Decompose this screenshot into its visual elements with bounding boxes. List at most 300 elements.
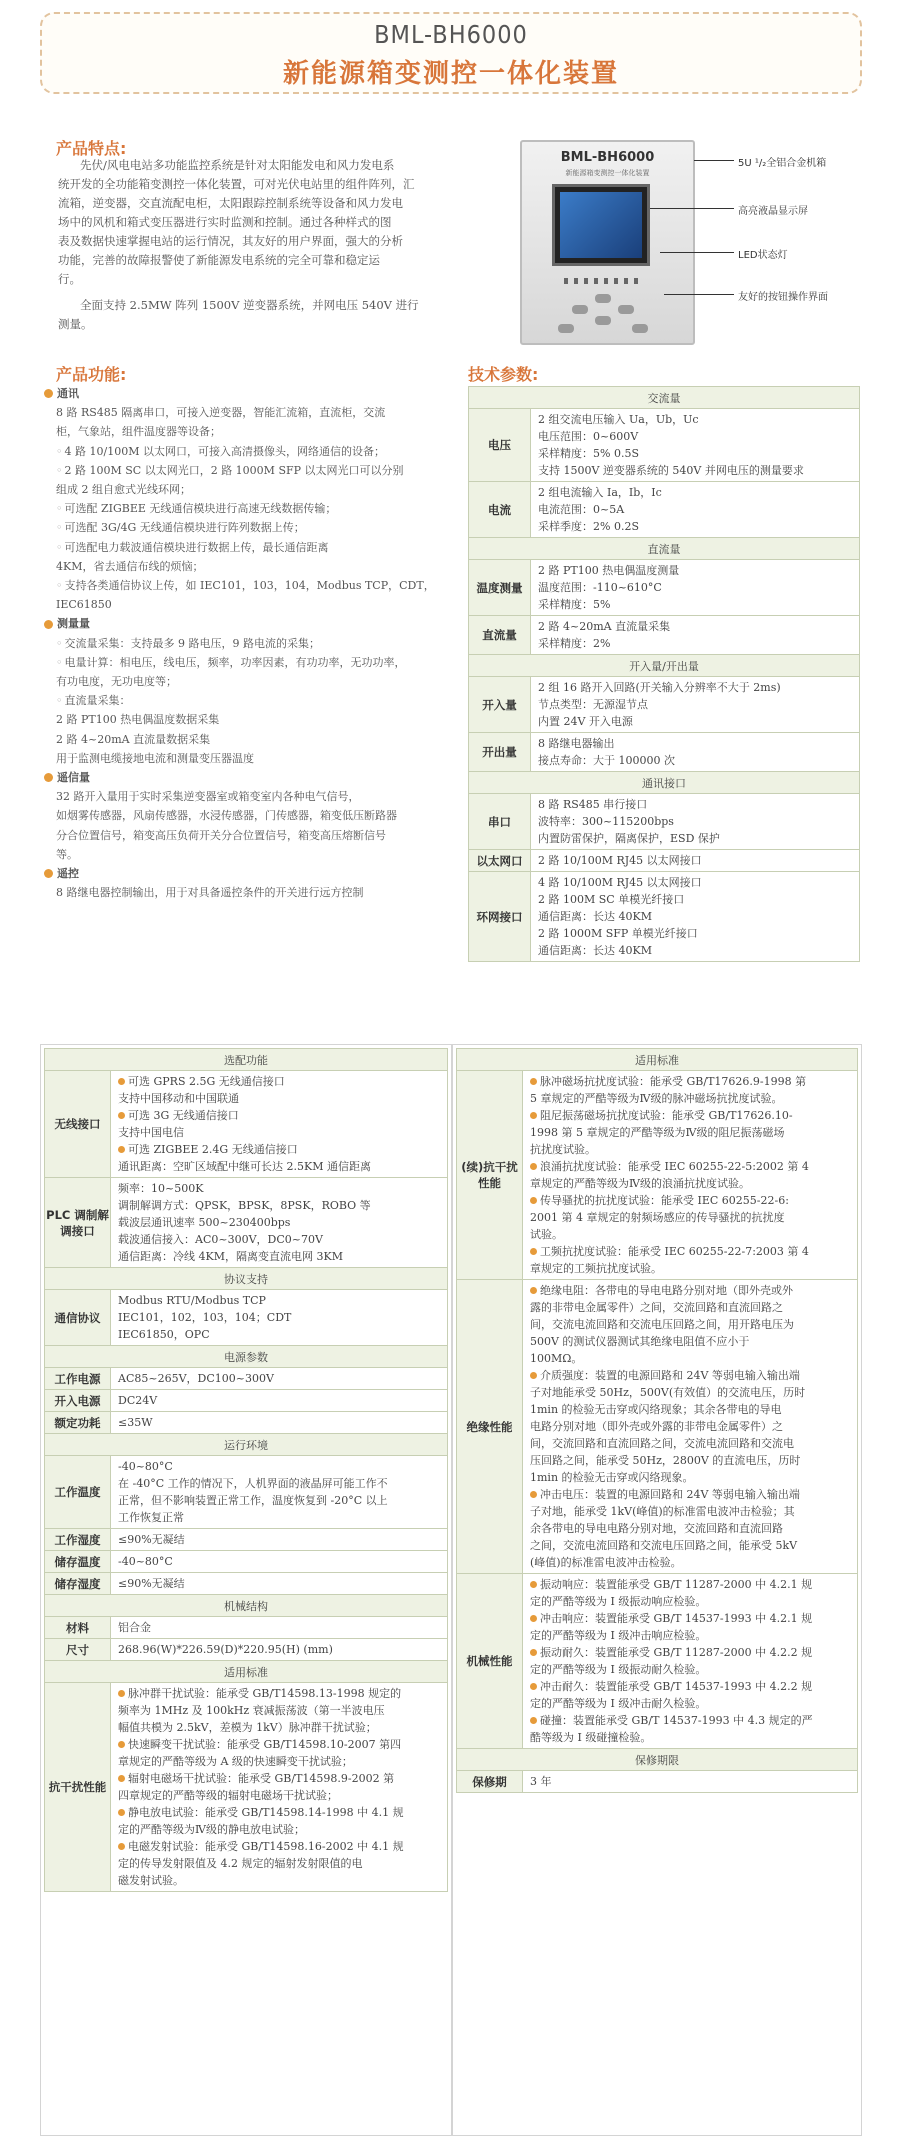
feature-line: 场中的风机和箱式变压器进行实时监测和控制。通过各种样式的图 <box>58 215 392 229</box>
table-row-value <box>531 616 860 655</box>
function-item-text: 直流量采集： <box>64 694 131 708</box>
function-item-text: 8 路继电器控制输出，用于对具备遥控条件的开关进行远方控制 <box>56 886 364 900</box>
table-row-label: 工作温度 <box>45 1456 111 1529</box>
value-line: 振动耐久：装置能承受 GB/T 11287-2000 中 4.2.2 规 <box>530 1644 850 1661</box>
function-category-label: 测量量 <box>57 617 90 631</box>
value-line: 章规定的工频抗扰度试验。 <box>530 1262 662 1275</box>
value-line: 子对地，能承受 1kV(峰值)的标准雷电波冲击检验；其 <box>530 1505 795 1518</box>
value-line: 章规定的严酷等级为Ⅳ级的浪涌抗扰度试验。 <box>530 1177 750 1190</box>
table-row-label: 通信协议 <box>45 1290 111 1346</box>
value-line: 通信距离：冷线 4KM，隔离变直流电网 3KM <box>118 1250 343 1263</box>
table-row-value <box>111 1290 448 1346</box>
function-item-text: 2 路 100M SC 以太网光口，2 路 1000M SFP 以太网光口可以分别 <box>64 463 404 477</box>
function-item <box>44 787 468 806</box>
value-line: 可选 ZIGBEE 2.4G 无线通信接口 <box>118 1141 440 1158</box>
table-section-header-row <box>457 1049 858 1071</box>
value-line: 支持中国移动和中国联通 <box>118 1092 239 1105</box>
function-item-text: IEC61850 <box>56 598 112 612</box>
bullet-icon: ◦ <box>56 463 63 477</box>
bullet-dot-icon <box>44 389 53 398</box>
function-item <box>44 442 468 461</box>
bullet-icon: ◦ <box>56 694 63 708</box>
table-row-label: 绝缘性能 <box>457 1280 523 1574</box>
value-line: 温度范围：-110~610°C <box>538 581 662 594</box>
value-line: 电流范围：0~5A <box>538 503 625 516</box>
bullet-icon: ◦ <box>56 579 63 593</box>
table-row <box>469 872 860 962</box>
table-section-header-row <box>45 1434 448 1456</box>
table-section-header-row <box>457 1749 858 1771</box>
table-row-value <box>111 1368 448 1390</box>
value-line: 2 路 100M SC 单模光纤接口 <box>538 893 685 906</box>
value-line: 绝缘电阻：各带电的导电电路分别对地（即外壳或外 <box>530 1282 850 1299</box>
value-line: 浪涌抗扰度试验：能承受 IEC 60255-22-5:2002 第 4 <box>530 1158 850 1175</box>
table-row-value <box>111 1573 448 1595</box>
table-section-header: 保修期限 <box>457 1749 858 1771</box>
function-item <box>44 403 468 422</box>
table-section-header-row <box>469 538 860 560</box>
table-section-header: 适用标准 <box>45 1661 448 1683</box>
value-line: 定的严酷等级为 I 级振动响应检验。 <box>530 1595 707 1608</box>
callout-chassis: 5U ¹/₂全铝合金机箱 <box>738 158 827 169</box>
table-section-header: 适用标准 <box>457 1049 858 1071</box>
value-line: 1998 第 5 章规定的严酷等级为Ⅳ级的阻尼振荡磁场 <box>530 1126 785 1139</box>
value-line: 频率：10~500K <box>118 1182 204 1195</box>
value-line: 波特率：300~115200bps <box>538 815 674 828</box>
value-line: 采样精度：5% 0.5S <box>538 447 639 460</box>
table-section-header: 机械结构 <box>45 1595 448 1617</box>
value-line: ≤90%无凝结 <box>118 1533 185 1546</box>
value-line: 接点寿命：大于 100000 次 <box>538 754 675 767</box>
table-row-label: 温度测量 <box>469 560 531 616</box>
table-row-label: 串口 <box>469 794 531 850</box>
bullet-icon: ◦ <box>56 655 63 669</box>
value-line: 快速瞬变干扰试验：能承受 GB/T14598.10-2007 第四 <box>118 1736 440 1753</box>
function-category-label: 遥信量 <box>57 771 90 785</box>
value-line: 100MΩ。 <box>530 1352 583 1365</box>
value-line: 支持中国电信 <box>118 1126 184 1139</box>
table-row <box>45 1412 448 1434</box>
table-section-header: 直流量 <box>469 538 860 560</box>
function-item <box>44 806 468 825</box>
function-item-text: 可选配 ZIGBEE 无线通信模块进行高速无线数据传输； <box>64 502 337 516</box>
value-line: 压回路之间，能承受 50Hz，2800V 的直流电压，历时 <box>530 1454 801 1467</box>
table-section-header: 开入量/开出量 <box>469 655 860 677</box>
value-line: 频率为 1MHz 及 100kHz 衰减振荡波（第一半波电压 <box>118 1704 385 1717</box>
table-section-header-row <box>469 387 860 409</box>
value-line: 静电放电试验：能承受 GB/T14598.14-1998 中 4.1 规 <box>118 1804 440 1821</box>
function-item <box>44 538 468 557</box>
table-row-value <box>111 1683 448 1892</box>
value-line: 电路分别对地（即外壳或外露的非带电金属零件）之 <box>530 1420 783 1433</box>
value-line: 2001 第 4 章规定的射频场感应的传导骚扰的抗扰度 <box>530 1211 785 1224</box>
function-item <box>44 883 468 902</box>
value-line: 定的严酷等级为Ⅳ级的静电放电试验； <box>118 1823 305 1836</box>
bullet-icon: ◦ <box>56 444 63 458</box>
feature-line: 全面支持 2.5MW 阵列 1500V 逆变器系统，并网电压 540V 进行 <box>80 298 419 312</box>
function-item-text: 柜，气象站，组件温度器等设备； <box>56 425 221 439</box>
table-row-label: 材料 <box>45 1617 111 1639</box>
value-line: 间，交流电流回路和交流电压回路之间，用开路电压为 <box>530 1318 794 1331</box>
table-row <box>45 1529 448 1551</box>
function-category-label: 通讯 <box>57 387 79 400</box>
value-line: 2 路 10/100M RJ45 以太网接口 <box>538 854 702 867</box>
table-section-header-row <box>45 1346 448 1368</box>
feature-line: 流箱，逆变器，交直流配电柜，太阳跟踪控制系统等设备和风力发电 <box>58 196 403 210</box>
value-line: 冲击响应：装置能承受 GB/T 14537-1993 中 4.2.1 规 <box>530 1610 850 1627</box>
function-item-text: 可选配 3G/4G 无线通信模块进行阵列数据上传； <box>64 521 305 535</box>
function-item <box>44 461 468 480</box>
function-item <box>44 672 468 691</box>
value-line: 酷等级为 I 级碰撞检验。 <box>530 1731 652 1744</box>
table-row <box>457 1071 858 1280</box>
value-line: 内置防雷保护，隔离保护，ESD 保护 <box>538 832 720 845</box>
value-line: 定的传导发射限值及 4.2 规定的辐射发射限值的电 <box>118 1857 363 1870</box>
value-line: 2 组交流电压输入 Ua，Ub，Uc <box>538 413 699 426</box>
value-line: 脉冲群干扰试验：能承受 GB/T14598.13-1998 规定的 <box>118 1685 440 1702</box>
value-line: 幅值共模为 2.5kV，差模为 1kV）脉冲群干扰试验； <box>118 1721 377 1734</box>
table-row <box>45 1456 448 1529</box>
table-section-header: 电源参数 <box>45 1346 448 1368</box>
value-line: 通讯距离：空旷区域配中继可长达 2.5KM 通信距离 <box>118 1160 371 1173</box>
functions-title: 产品功能: <box>56 365 127 384</box>
value-line: 碰撞：装置能承受 GB/T 14537-1993 中 4.3 规定的严 <box>530 1712 850 1729</box>
feature-line: 功能，完善的故障报警使了新能源发电系统的完全可靠和稳定运 <box>58 253 380 267</box>
function-item <box>44 499 468 518</box>
table-row-label: 额定功耗 <box>45 1412 111 1434</box>
value-line: 在 -40°C 工作的情况下，人机界面的液晶屏可能工作不 <box>118 1477 388 1490</box>
bullet-icon: ◦ <box>56 521 63 535</box>
function-category <box>44 864 468 883</box>
table-row-value <box>523 1071 858 1280</box>
table-row <box>469 677 860 733</box>
value-line: 间，交流回路和直流回路之间，交流电流回路和交流电 <box>530 1437 794 1450</box>
table-row-value <box>111 1178 448 1268</box>
function-item <box>44 730 468 749</box>
value-line: 8 路继电器输出 <box>538 737 615 750</box>
value-line: 采样季度：2% 0.2S <box>538 520 639 533</box>
value-line: 磁发射试验。 <box>118 1874 184 1887</box>
value-line: 可选 GPRS 2.5G 无线通信接口 <box>118 1073 440 1090</box>
table-row-value <box>523 1574 858 1749</box>
function-item <box>44 595 468 614</box>
spec-table-left <box>44 1048 448 1892</box>
table-section-header: 通讯接口 <box>469 772 860 794</box>
value-line: 四章规定的严酷等级的辐射电磁场干扰试验； <box>118 1789 338 1802</box>
table-row-label: 工作电源 <box>45 1368 111 1390</box>
table-row <box>469 409 860 482</box>
value-line: 章规定的严酷等级为 A 级的快速瞬变干扰试验； <box>118 1755 353 1768</box>
function-category <box>44 384 468 403</box>
value-line: 子对地能承受 50Hz，500V(有效值）的交流电压，历时 <box>530 1386 806 1399</box>
function-item <box>44 653 468 672</box>
table-row-label: (续)抗干扰性能 <box>457 1071 523 1280</box>
led-indicators <box>564 278 644 284</box>
table-row-label: 储存湿度 <box>45 1573 111 1595</box>
table-row-label: 电压 <box>469 409 531 482</box>
function-item <box>44 576 468 595</box>
value-line: 电磁发射试验：能承受 GB/T14598.16-2002 中 4.1 规 <box>118 1838 440 1855</box>
function-item-text: 2 路 PT100 热电偶温度数据采集 <box>56 713 220 727</box>
value-line: ≤35W <box>118 1416 153 1429</box>
function-item-text: 用于监测电缆接地电流和测量变压器温度 <box>56 751 254 765</box>
value-line: 脉冲磁场抗扰度试验：能承受 GB/T17626.9-1998 第 <box>530 1073 850 1090</box>
table-section-header: 交流量 <box>469 387 860 409</box>
value-line: 1min 的检验无击穿或闪络现象；其余各带电的导电 <box>530 1403 782 1416</box>
table-row-value <box>523 1280 858 1574</box>
value-line: 内置 24V 开入电源 <box>538 715 633 728</box>
header-banner <box>40 12 862 94</box>
table-row-value <box>531 560 860 616</box>
table-row-label: 以太网口 <box>469 850 531 872</box>
value-line: 工频抗扰度试验：能承受 IEC 60255-22-7:2003 第 4 <box>530 1243 850 1260</box>
table-section-header: 选配功能 <box>45 1049 448 1071</box>
table-row <box>45 1617 448 1639</box>
table-section-header-row <box>469 655 860 677</box>
value-line: 2 组 16 路开入回路(开关输入分辨率不大于 2ms) <box>538 681 781 694</box>
value-line: 支持 1500V 逆变器系统的 540V 并网电压的测量要求 <box>538 464 804 477</box>
value-line: DC24V <box>118 1394 158 1407</box>
function-item-text: 8 路 RS485 隔离串口，可接入逆变器，智能汇流箱，直流柜，交流 <box>56 406 386 420</box>
value-line: 电压范围：0~600V <box>538 430 639 443</box>
value-line: 2 路 4~20mA 直流量采集 <box>538 620 671 633</box>
table-row <box>469 482 860 538</box>
value-line: 露的非带电金属零件）之间，交流回路和直流回路之 <box>530 1301 783 1314</box>
bullet-icon: ◦ <box>56 636 63 650</box>
feature-line: 表及数据快速掌握电站的运行情况，其友好的用户界面，强大的分析 <box>58 234 403 248</box>
feature-line: 先伏/风电电站多功能监控系统是针对太阳能发电和风力发电系 <box>80 158 395 172</box>
table-row-label: 无线接口 <box>45 1071 111 1178</box>
table-row-label: 机械性能 <box>457 1574 523 1749</box>
value-line: 通信距离：长达 40KM <box>538 944 652 957</box>
value-line: IEC61850，OPC <box>118 1328 210 1341</box>
function-item <box>44 845 468 864</box>
table-row-label: 直流量 <box>469 616 531 655</box>
table-row-label: 保修期 <box>457 1771 523 1793</box>
callout-screen: 高亮液晶显示屏 <box>738 206 808 217</box>
table-section-header-row <box>45 1049 448 1071</box>
table-row <box>469 560 860 616</box>
value-line: 调制解调方式：QPSK，BPSK，8PSK，ROBO 等 <box>118 1199 371 1212</box>
function-item <box>44 518 468 537</box>
function-item-text: 4 路 10/100M 以太网口，可接入高清摄像头，网络通信的设备； <box>64 444 385 458</box>
table-row-label: 开出量 <box>469 733 531 772</box>
table-row-label: 开入量 <box>469 677 531 733</box>
feature-line: 行。 <box>58 272 81 286</box>
lcd-screen <box>552 184 650 266</box>
value-line: 载波通信接入：AC0~300V，DC0~70V <box>118 1233 323 1246</box>
function-item-text: 可选配电力载波通信模块进行数据上传，最长通信距离 <box>64 540 329 554</box>
value-line: 采样精度：2% <box>538 637 611 650</box>
value-line: 节点类型：无源湿节点 <box>538 698 648 711</box>
table-row <box>45 1071 448 1178</box>
table-row-label: 电流 <box>469 482 531 538</box>
table-row-value <box>111 1639 448 1661</box>
function-item-text: 等。 <box>56 847 78 861</box>
table-row <box>45 1178 448 1268</box>
value-line: 工作恢复正常 <box>118 1511 184 1524</box>
function-category <box>44 768 468 787</box>
value-line: -40~80°C <box>118 1460 173 1473</box>
table-row <box>45 1290 448 1346</box>
features-title: 产品特点: <box>56 139 127 158</box>
function-item <box>44 557 468 576</box>
functions-list <box>44 384 468 902</box>
table-row <box>469 616 860 655</box>
table-row-value <box>111 1412 448 1434</box>
value-line: ≤90%无凝结 <box>118 1577 185 1590</box>
table-row-label: PLC 调制解调接口 <box>45 1178 111 1268</box>
table-row-value <box>111 1456 448 1529</box>
function-item <box>44 480 468 499</box>
value-line: 2 组电流输入 Ia，Ib，Ic <box>538 486 662 499</box>
function-item-text: 如烟雾传感器，风扇传感器，水浸传感器，门传感器，箱变低压断路器 <box>56 809 397 823</box>
table-row <box>45 1368 448 1390</box>
features-paragraph-2 <box>58 296 458 334</box>
value-line: 5 章规定的严酷等级为Ⅳ级的脉冲磁场抗扰度试验。 <box>530 1092 783 1105</box>
value-line: 1min 的检验无击穿或闪络现象。 <box>530 1471 694 1484</box>
value-line: 2 路 PT100 热电偶温度测量 <box>538 564 680 577</box>
function-category-label: 遥控 <box>57 867 79 881</box>
function-item <box>44 422 468 441</box>
bullet-dot-icon <box>44 869 53 878</box>
bullet-dot-icon <box>44 773 53 782</box>
table-row-label: 抗干扰性能 <box>45 1683 111 1892</box>
value-line: 500V 的测试仪器测试其绝缘电阻值不应小于 <box>530 1335 750 1348</box>
table-row <box>469 850 860 872</box>
function-item-text: 32 路开入量用于实时采集逆变器室或箱变室内各种电气信号， <box>56 790 360 804</box>
value-line: 阻尼振荡磁场抗扰度试验：能承受 GB/T17626.10- <box>530 1107 850 1124</box>
value-line: 定的严酷等级为 I 级冲击耐久检验。 <box>530 1697 707 1710</box>
value-line: 3 年 <box>530 1775 552 1788</box>
keypad <box>558 294 648 336</box>
table-row-value <box>111 1071 448 1178</box>
table-section-header-row <box>45 1661 448 1683</box>
table-row <box>457 1771 858 1793</box>
function-item <box>44 826 468 845</box>
table-section-header-row <box>45 1595 448 1617</box>
value-line: 268.96(W)*226.59(D)*220.95(H) (mm) <box>118 1643 333 1656</box>
table-row <box>45 1551 448 1573</box>
value-line: 之间，交流电流回路和交流电压回路之间，能承受 5kV <box>530 1539 798 1552</box>
value-line: 2 路 1000M SFP 单模光纤接口 <box>538 927 698 940</box>
table-section-header-row <box>469 772 860 794</box>
value-line: 辐射电磁场干扰试验：能承受 GB/T14598.9-2002 第 <box>118 1770 440 1787</box>
spec-table-right <box>456 1048 858 1793</box>
table-row-value <box>111 1390 448 1412</box>
function-item-text: 交流量采集：支持最多 9 路电压，9 路电流的采集； <box>64 636 320 650</box>
bullet-dot-icon <box>44 620 53 629</box>
table-row-value <box>531 733 860 772</box>
table-row-value <box>531 677 860 733</box>
function-item-text: 有功电度，无功电度等； <box>56 675 177 689</box>
callout-buttons: 友好的按钮操作界面 <box>738 292 828 303</box>
function-item <box>44 710 468 729</box>
tech-title: 技术参数: <box>468 365 539 384</box>
function-item-text: 电量计算：相电压，线电压，频率，功率因素，有功功率，无功功率， <box>64 655 406 669</box>
value-line: 8 路 RS485 串行接口 <box>538 798 648 811</box>
value-line: 试验。 <box>530 1228 563 1241</box>
value-line: 铝合金 <box>118 1621 151 1634</box>
value-line: 介质强度：装置的电源回路和 24V 等弱电输入输出端 <box>530 1367 850 1384</box>
callout-led: LED状态灯 <box>738 250 788 261</box>
table-row-value <box>531 850 860 872</box>
table-section-header-row <box>45 1268 448 1290</box>
value-line: 定的严酷等级为 I 级冲击响应检验。 <box>530 1629 707 1642</box>
device-model-label: BML-BH6000 <box>560 150 655 165</box>
function-item-text: 4KM，省去通信布线的烦恼； <box>56 559 204 573</box>
value-line: 抗扰度试验。 <box>530 1143 596 1156</box>
table-row-value <box>523 1771 858 1793</box>
features-paragraph <box>58 156 458 289</box>
value-line: Modbus RTU/Modbus TCP <box>118 1294 266 1307</box>
table-row-value <box>111 1617 448 1639</box>
value-line: -40~80°C <box>118 1555 173 1568</box>
device-subtitle: 新能源箱变测控一体化装置 <box>565 169 650 177</box>
value-line: 冲击耐久：装置能承受 GB/T 14537-1993 中 4.2.2 规 <box>530 1678 850 1695</box>
table-row <box>45 1639 448 1661</box>
feature-line: 测量。 <box>58 317 93 331</box>
product-name: 新能源箱变测控一体化装置 <box>282 59 619 89</box>
table-row-label: 开入电源 <box>45 1390 111 1412</box>
function-item <box>44 691 468 710</box>
function-item <box>44 749 468 768</box>
value-line: 正常，但不影响装置正常工作，温度恢复到 -20°C 以上 <box>118 1494 388 1507</box>
bullet-icon: ◦ <box>56 502 63 516</box>
table-row-value <box>531 872 860 962</box>
table-section-header: 协议支持 <box>45 1268 448 1290</box>
table-row-label: 工作湿度 <box>45 1529 111 1551</box>
table-row <box>45 1573 448 1595</box>
table-row-value <box>531 409 860 482</box>
table-row-label: 储存温度 <box>45 1551 111 1573</box>
value-line: IEC101，102，103，104；CDT <box>118 1311 292 1324</box>
table-row-value <box>531 482 860 538</box>
function-item-text: 支持各类通信协议上传，如 IEC101，103，104，Modbus TCP，CDT， <box>64 579 435 593</box>
function-item-text: 2 路 4~20mA 直流量数据采集 <box>56 732 211 746</box>
tech-params-table <box>468 386 860 962</box>
table-row-label: 尺寸 <box>45 1639 111 1661</box>
table-row <box>45 1390 448 1412</box>
value-line: 冲击电压：装置的电源回路和 24V 等弱电输入输出端 <box>530 1486 850 1503</box>
value-line: AC85~265V，DC100~300V <box>118 1372 274 1385</box>
feature-line: 统开发的全功能箱变测控一体化装置，可对光伏电站里的组件阵列，汇 <box>58 177 415 191</box>
table-row-value <box>111 1551 448 1573</box>
function-category <box>44 614 468 633</box>
table-row <box>457 1280 858 1574</box>
value-line: 通信距离：长达 40KM <box>538 910 652 923</box>
table-row <box>457 1574 858 1749</box>
value-line: (峰值)的标准雷电波冲击检验。 <box>530 1556 682 1569</box>
value-line: 定的严酷等级为 I 级振动耐久检验。 <box>530 1663 707 1676</box>
table-row-label: 环网接口 <box>469 872 531 962</box>
value-line: 余各带电的导电电路分别对地，交流回路和直流回路 <box>530 1522 783 1535</box>
device-image <box>520 140 695 345</box>
table-row <box>469 794 860 850</box>
function-item <box>44 634 468 653</box>
table-row-value <box>111 1529 448 1551</box>
function-item-text: 分合位置信号，箱变高压负荷开关分合位置信号，箱变高压熔断信号 <box>56 828 386 842</box>
bullet-icon: ◦ <box>56 540 63 554</box>
table-row <box>45 1683 448 1892</box>
table-row <box>469 733 860 772</box>
table-section-header: 运行环境 <box>45 1434 448 1456</box>
value-line: 传导骚扰的抗扰度试验：能承受 IEC 60255-22-6: <box>530 1192 850 1209</box>
value-line: 振动响应：装置能承受 GB/T 11287-2000 中 4.2.1 规 <box>530 1576 850 1593</box>
value-line: 采样精度：5% <box>538 598 611 611</box>
value-line: 载波层通讯速率 500~230400bps <box>118 1216 291 1229</box>
value-line: 4 路 10/100M RJ45 以太网接口 <box>538 876 702 889</box>
